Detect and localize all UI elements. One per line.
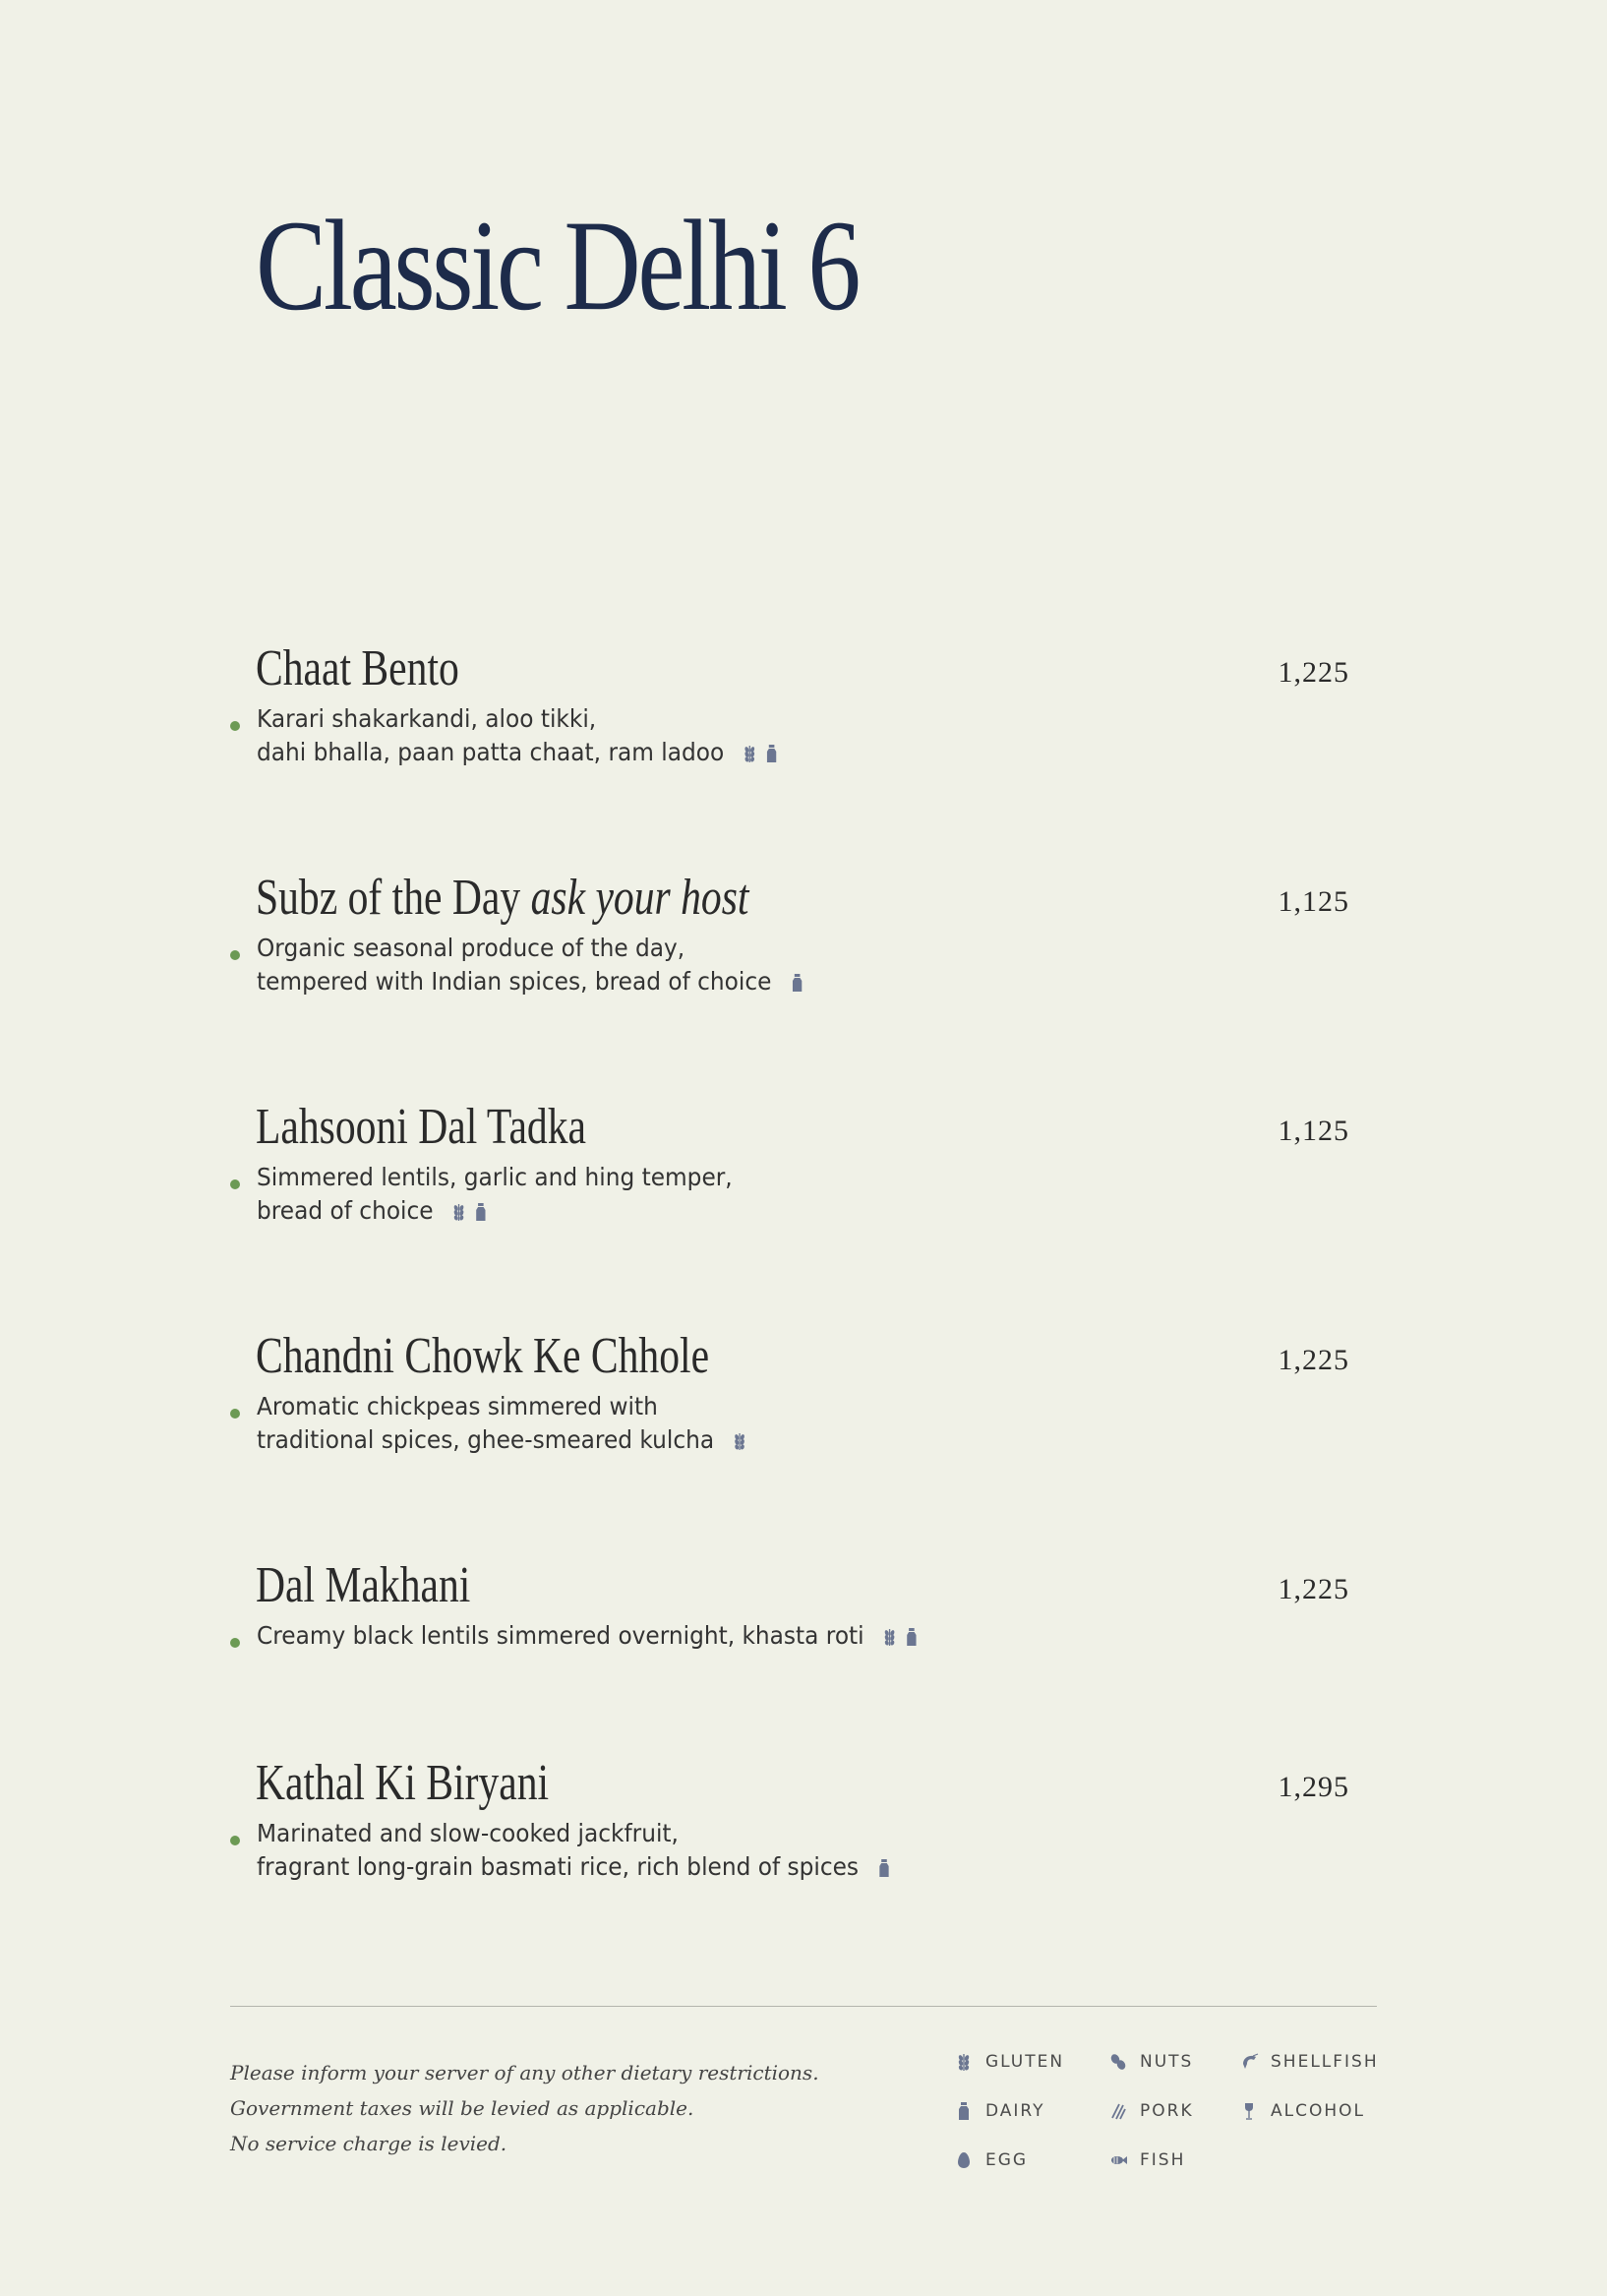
gluten-icon — [731, 1431, 749, 1451]
legend-item — [1239, 2052, 1379, 2072]
dairy-icon — [875, 1858, 894, 1878]
page-title: Classic Delhi 6 — [256, 193, 859, 337]
legend-item — [1108, 2052, 1193, 2072]
item-name-text: Dal Makhani — [256, 1557, 471, 1613]
bullet-dot — [230, 1836, 240, 1845]
item-name — [256, 1327, 709, 1386]
legend-item — [954, 2052, 1064, 2072]
bullet-dot — [230, 1409, 240, 1419]
description-line — [257, 932, 806, 965]
egg-icon — [954, 2150, 974, 2170]
menu-item — [0, 869, 1607, 1026]
item-description — [257, 1817, 893, 1887]
gluten-icon — [954, 2052, 974, 2072]
description-text: Karari shakarkandi, aloo tikki, — [257, 704, 597, 733]
description-line — [257, 1390, 748, 1423]
dairy-icon — [954, 2101, 974, 2121]
item-description — [257, 1619, 921, 1656]
description-text: Organic seasonal produce of the day, — [257, 934, 685, 962]
description-text: Creamy black lentils simmered overnight, khasta roti — [257, 1621, 864, 1650]
allergen-icons — [784, 968, 805, 1001]
item-name-text: Chandni Chowk Ke Chhole — [256, 1328, 710, 1384]
alcohol-icon — [1239, 2101, 1259, 2121]
description-text: Simmered lentils, garlic and hing temper, — [257, 1163, 733, 1191]
item-price: 1,225 — [1278, 1344, 1349, 1376]
description-text: fragrant long-grain basmati rice, rich blend of spices — [257, 1852, 860, 1881]
legend-item — [1108, 2150, 1185, 2170]
fish-icon — [1108, 2150, 1128, 2170]
description-line — [257, 1423, 748, 1460]
legend-item — [1108, 2101, 1194, 2121]
item-description — [257, 1161, 733, 1231]
allergen-icons — [446, 1197, 491, 1231]
item-description — [257, 702, 781, 772]
description-line — [257, 965, 806, 1001]
allergen-icons — [737, 739, 781, 772]
menu-item — [0, 639, 1607, 797]
legend-label: NUTS — [1140, 2052, 1194, 2072]
dairy-icon — [762, 744, 781, 763]
dairy-icon — [903, 1627, 922, 1647]
item-price: 1,225 — [1278, 1573, 1349, 1605]
divider — [230, 2006, 1377, 2007]
description-line — [257, 736, 781, 772]
item-description — [257, 932, 806, 1001]
footer-note: No service charge is levied. — [230, 2132, 507, 2155]
legend-label: GLUTEN — [985, 2052, 1065, 2072]
allergen-icons — [877, 1622, 922, 1656]
item-price: 1,125 — [1278, 885, 1349, 918]
description-text: tempered with Indian spices, bread of choice — [257, 967, 772, 996]
dairy-icon — [472, 1202, 491, 1222]
item-name-text: Subz of the Day — [256, 870, 521, 926]
bullet-dot — [230, 1638, 240, 1648]
gluten-icon — [741, 744, 759, 763]
item-name — [256, 1754, 549, 1813]
item-name — [256, 1098, 586, 1157]
item-name — [256, 639, 459, 698]
description-text: traditional spices, ghee-smeared kulcha — [257, 1425, 715, 1454]
item-description — [257, 1390, 748, 1460]
gluten-icon — [880, 1627, 899, 1647]
bullet-dot — [230, 721, 240, 731]
menu-item — [0, 1556, 1607, 1714]
allergen-legend — [954, 2052, 1387, 2209]
description-text: Marinated and slow-cooked jackfruit, — [257, 1819, 679, 1847]
description-text: dahi bhalla, paan patta chaat, ram ladoo — [257, 738, 725, 766]
menu-item — [0, 1327, 1607, 1484]
description-line — [257, 1817, 893, 1850]
footer-note: Government taxes will be levied as applicable. — [230, 2096, 694, 2120]
allergen-icons — [727, 1426, 748, 1460]
menu-item — [0, 1754, 1607, 1911]
legend-label: PORK — [1140, 2101, 1194, 2121]
item-name — [256, 1556, 470, 1615]
legend-label: EGG — [985, 2150, 1029, 2170]
legend-item — [954, 2150, 1028, 2170]
description-line — [257, 1161, 733, 1194]
item-price: 1,125 — [1278, 1115, 1349, 1147]
description-line — [257, 1619, 921, 1656]
description-line — [257, 702, 781, 736]
dairy-icon — [788, 973, 806, 993]
description-text: Aromatic chickpeas simmered with — [257, 1392, 658, 1420]
legend-item — [954, 2101, 1045, 2121]
item-name — [256, 869, 748, 928]
item-name-note: ask your host — [530, 870, 749, 926]
legend-label: DAIRY — [985, 2101, 1045, 2121]
item-name-text: Chaat Bento — [256, 640, 459, 696]
legend-label: SHELLFISH — [1271, 2052, 1379, 2072]
bullet-dot — [230, 950, 240, 960]
menu-item — [0, 1098, 1607, 1255]
legend-label: ALCOHOL — [1271, 2101, 1365, 2121]
item-name-text: Lahsooni Dal Tadka — [256, 1099, 586, 1155]
item-name-text: Kathal Ki Biryani — [256, 1755, 550, 1811]
legend-item — [1239, 2101, 1365, 2121]
gluten-icon — [449, 1202, 468, 1222]
allergen-icons — [871, 1853, 893, 1887]
description-line — [257, 1194, 733, 1231]
item-price: 1,295 — [1278, 1771, 1349, 1803]
bullet-dot — [230, 1179, 240, 1189]
legend-label: FISH — [1140, 2150, 1186, 2170]
description-line — [257, 1850, 893, 1887]
pork-icon — [1108, 2101, 1128, 2121]
footer-note: Please inform your server of any other dietary restrictions. — [230, 2061, 819, 2085]
footer-notes — [230, 2055, 819, 2161]
description-text: bread of choice — [257, 1196, 434, 1225]
item-price: 1,225 — [1278, 656, 1349, 689]
shellfish-icon — [1239, 2052, 1259, 2072]
nuts-icon — [1108, 2052, 1128, 2072]
